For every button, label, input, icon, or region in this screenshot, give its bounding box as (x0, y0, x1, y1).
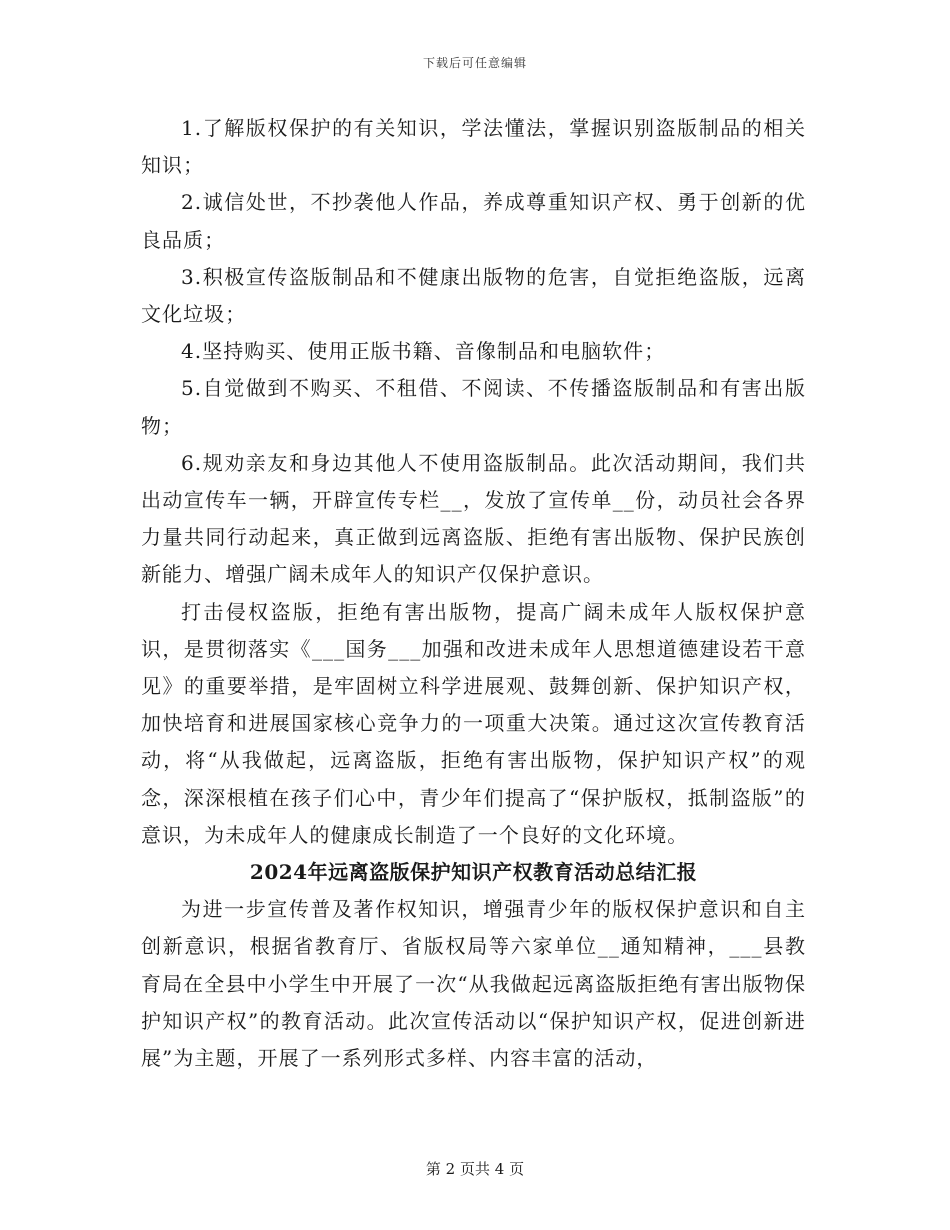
section-title: 2024年远离盗版保护知识产权教育活动总结汇报 (249, 860, 698, 885)
summary-paragraph: 打击侵权盗版，拒绝有害出版物，提高广阔未成年人版权保护意识，是贯彻落实《___国务___加强和改进未成年人思想道德建设若干意见》的重要举措，是牢固树立科学进展观、鼓舞创新、保护知识产权，加快培育和进展国家核心竞争力的一项重大决策。通过这次宣传教育活动，将“从我做起，远离盗版，拒绝有害出版物，保护知识产权”的观念，深深根植在孩子们心中，青少年们提高了“保护版权，抵制盗版”的意识，为未成年人的健康成长制造了一个良好的文化环境。 (141, 599, 806, 847)
intro-paragraph: 为进一步宣传普及著作权知识，增强青少年的版权保护意识和自主创新意识，根据省教育厅、省版权局等六家单位__通知精神，___县教育局在全县中小学生中开展了一次“从我做起远离盗版拒绝有害出版物保护知识产权”的教育活动。此次宣传活动以“保护知识产权，促进创新进展”为主题，开展了一系列形式多样、内容丰富的活动， (141, 897, 806, 1071)
page-number: 第 2 页共 4 页 (425, 1160, 525, 1178)
list-item-1: 1.了解版权保护的有关知识，学法懂法，掌握识别盗版制品的相关知识； (141, 116, 806, 178)
page-header-note: 下载后可任意编辑 (422, 56, 527, 70)
document-body (141, 110, 806, 1077)
list-item-2: 2.诚信处世，不抄袭他人作品，养成尊重知识产权、勇于创新的优良品质； (141, 190, 806, 252)
list-item-6: 6.规劝亲友和身边其他人不使用盗版制品。此次活动期间，我们共出动宣传车一辆，开辟宣传专栏__，发放了宣传单__份，动员社会各界力量共同行动起来，真正做到远离盗版、拒绝有害出版物、保护民族创新能力、增强广阔未成年人的知识产仅保护意识。 (141, 450, 806, 587)
list-item-3: 3.积极宣传盗版制品和不健康出版物的危害，自觉拒绝盗版，远离文化垃圾； (141, 264, 806, 327)
list-item-5: 5.自觉做到不购买、不租借、不阅读、不传播盗版制品和有害出版物； (141, 376, 806, 438)
list-item-4: 4.坚持购买、使用正版书籍、音像制品和电脑软件； (181, 339, 666, 364)
